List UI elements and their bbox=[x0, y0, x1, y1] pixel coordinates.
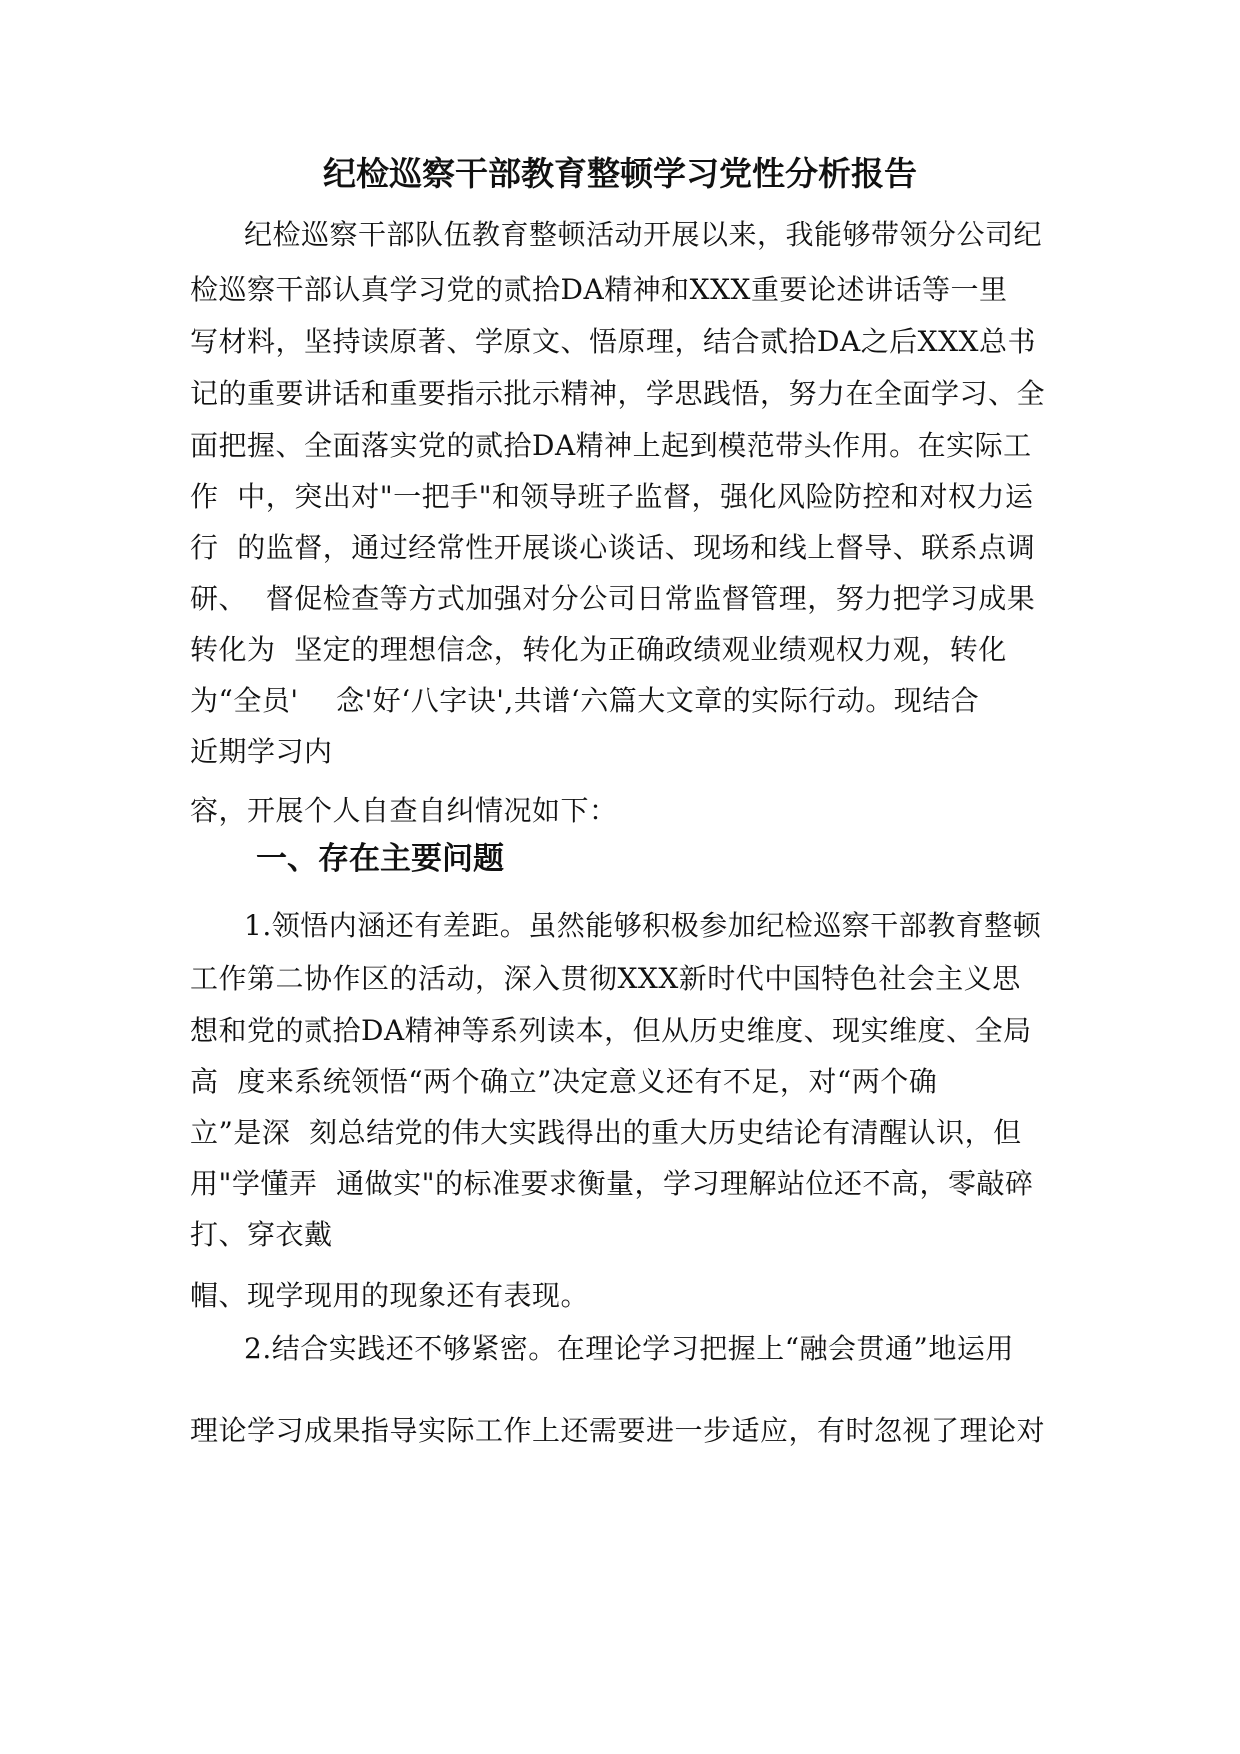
intro-line-7: 行 的监督，通过经常性开展谈心谈话、现场和线上督导、联系点调 bbox=[190, 531, 1036, 564]
intro-line-12: 容，开展个人自查自纠情况如下： bbox=[190, 794, 618, 827]
intro-line-8: 研、 督促检查等方式加强对分公司日常监督管理，努力把学习成果 bbox=[190, 582, 1036, 615]
item1-line-3: 想和党的贰拾DA精神等系列读本，但从历史维度、现实维度、全局 bbox=[190, 1014, 1032, 1047]
item1-line-6: 用"学懂弄 通做实"的标准要求衡量，学习理解站位还不高，零敲碎 bbox=[190, 1167, 1034, 1200]
item1-line-5: 立”是深 刻总结党的伟大实践得出的重大历史结论有清醒认识，但 bbox=[190, 1116, 1022, 1149]
item2-line-1: 2.结合实践还不够紧密。在理论学习把握上“融会贯通”地运用 bbox=[244, 1332, 1014, 1365]
item1-line-2: 工作第二协作区的活动，深入贯彻XXX新时代中国特色社会主义思 bbox=[190, 962, 1021, 995]
section-heading: 一、存在主要问题 bbox=[256, 841, 504, 877]
document-title: 纪检巡察干部教育整顿学习党性分析报告 bbox=[323, 154, 917, 193]
item1-line-1: 1.领悟内涵还有差距。虽然能够积极参加纪检巡察干部教育整顿 bbox=[244, 909, 1042, 942]
intro-line-9: 转化为 坚定的理想信念，转化为正确政绩观业绩观权力观，转化 bbox=[190, 633, 1007, 666]
intro-line-10: 为“全员' 念'好‘八字诀',共谱‘六篇大文章的实际行动。现结合 bbox=[190, 684, 980, 717]
item1-line-7: 打、穿衣戴 bbox=[190, 1218, 333, 1251]
item2-line-2: 理论学习成果指导实际工作上还需要进一步适应，有时忽视了理论对 bbox=[190, 1414, 1046, 1447]
intro-line-4: 记的重要讲话和重要指示批示精神，学思践悟，努力在全面学习、全 bbox=[190, 377, 1046, 410]
intro-line-3: 写材料，坚持读原著、学原文、悟原理，结合贰拾DA之后XXX总书 bbox=[190, 325, 1036, 358]
item1-line-4: 高 度来系统领悟“两个确立”决定意义还有不足，对“两个确 bbox=[190, 1065, 938, 1098]
intro-line-6: 作 中，突出对"一把手"和领导班子监督，强化风险防控和对权力运 bbox=[190, 480, 1034, 513]
intro-line-5: 面把握、全面落实党的贰拾DA精神上起到模范带头作用。在实际工 bbox=[190, 429, 1032, 462]
intro-line-11: 近期学习内 bbox=[190, 735, 333, 768]
intro-line-2: 检巡察干部认真学习党的贰拾DA精神和XXX重要论述讲话等一里 bbox=[190, 273, 1008, 306]
intro-line-1: 纪检巡察干部队伍教育整顿活动开展以来，我能够带领分公司纪 bbox=[244, 218, 1043, 251]
item1-line-8: 帽、现学现用的现象还有表现。 bbox=[190, 1279, 590, 1312]
